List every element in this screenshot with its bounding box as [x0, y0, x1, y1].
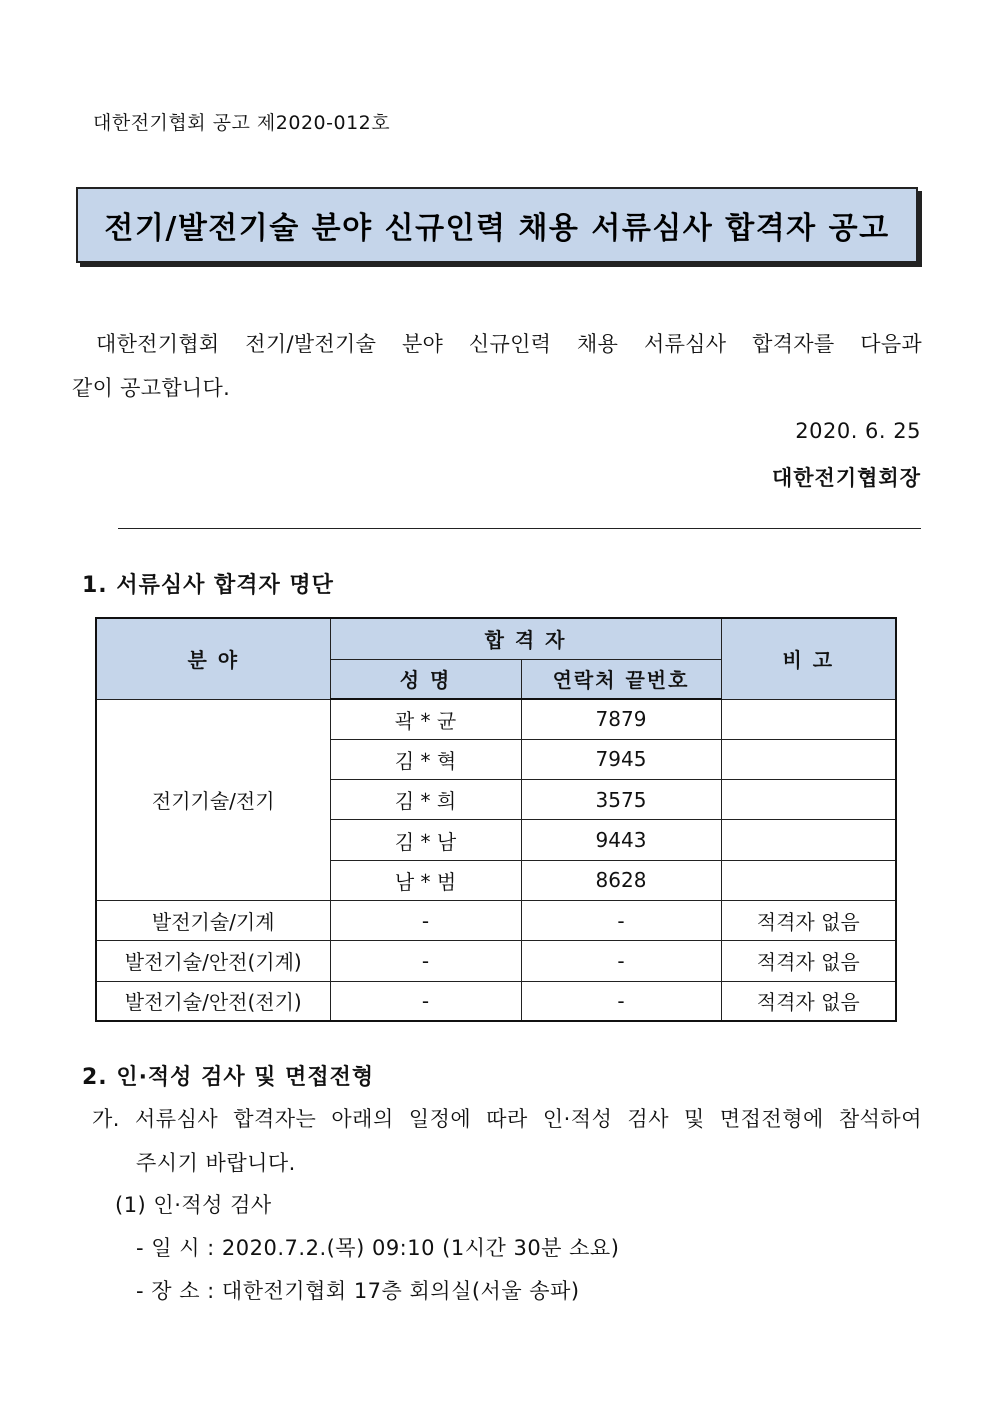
name-cell: 김 * 남: [330, 820, 521, 860]
name-cell: -: [330, 941, 521, 981]
table-row: [96, 941, 896, 981]
section1-title: 1. 서류심사 합격자 명단: [82, 573, 334, 598]
contact-cell: -: [521, 981, 721, 1021]
remarks-cell: 적격자 없음: [721, 941, 896, 981]
field-cell: 발전기술/기계: [96, 900, 330, 940]
notice-number: 대한전기협회 공고 제2020-012호: [93, 112, 391, 134]
instruction-line-1: 가. 서류심사 합격자는 아래의 일정에 따라 인·적성 검사 및 면접전형에 참석하여: [92, 1107, 922, 1131]
section2-title: 2. 인·적성 검사 및 면접전형: [82, 1065, 375, 1090]
intro-paragraph: [72, 322, 922, 410]
name-cell: 곽 * 균: [330, 699, 521, 739]
notice-date: 2020. 6. 25: [795, 419, 921, 443]
contact-cell: -: [521, 900, 721, 940]
intro-line-1: 대한전기협회 전기/발전기술 분야 신규인력 채용 서류심사 합격자를 다음과: [96, 332, 922, 356]
remarks-cell: [721, 699, 896, 739]
schedule-time: - 일 시 : 2020.7.2.(목) 09:10 (1시간 30분 소요): [136, 1236, 620, 1260]
field-cell: 전기기술/전기: [96, 699, 330, 900]
subsection-title: (1) 인·적성 검사: [115, 1193, 272, 1217]
table-row: [96, 981, 896, 1021]
contact-cell: 9443: [521, 820, 721, 860]
table-row: [96, 699, 896, 739]
header-passers: 합 격 자: [330, 618, 721, 659]
remarks-cell: [721, 780, 896, 820]
passers-table: [95, 617, 897, 1022]
contact-cell: 3575: [521, 780, 721, 820]
schedule-place: - 장 소 : 대한전기협회 17층 회의실(서울 송파): [136, 1279, 580, 1303]
header-remarks: 비 고: [721, 618, 896, 699]
remarks-cell: [721, 739, 896, 779]
remarks-cell: [721, 860, 896, 900]
issuer: 대한전기협회장: [771, 466, 921, 490]
page-title: 전기/발전기술 분야 신규인력 채용 서류심사 합격자 공고: [104, 211, 890, 246]
title-box: [76, 187, 918, 263]
name-cell: 김 * 혁: [330, 739, 521, 779]
header-name: 성 명: [330, 659, 521, 699]
name-cell: 남 * 범: [330, 860, 521, 900]
name-cell: 김 * 희: [330, 780, 521, 820]
table-row: [96, 900, 896, 940]
remarks-cell: 적격자 없음: [721, 900, 896, 940]
contact-cell: 7945: [521, 739, 721, 779]
contact-cell: -: [521, 941, 721, 981]
remarks-cell: [721, 820, 896, 860]
field-cell: 발전기술/안전(전기): [96, 981, 330, 1021]
instruction-line-2: 주시기 바랍니다.: [136, 1151, 296, 1175]
contact-cell: 8628: [521, 860, 721, 900]
header-contact: 연락처 끝번호: [521, 659, 721, 699]
name-cell: -: [330, 981, 521, 1021]
header-field: 분 야: [96, 618, 330, 699]
remarks-cell: 적격자 없음: [721, 981, 896, 1021]
divider-line: [118, 528, 921, 529]
intro-line-2: 같이 공고합니다.: [72, 376, 231, 400]
field-cell: 발전기술/안전(기계): [96, 941, 330, 981]
contact-cell: 7879: [521, 699, 721, 739]
name-cell: -: [330, 900, 521, 940]
